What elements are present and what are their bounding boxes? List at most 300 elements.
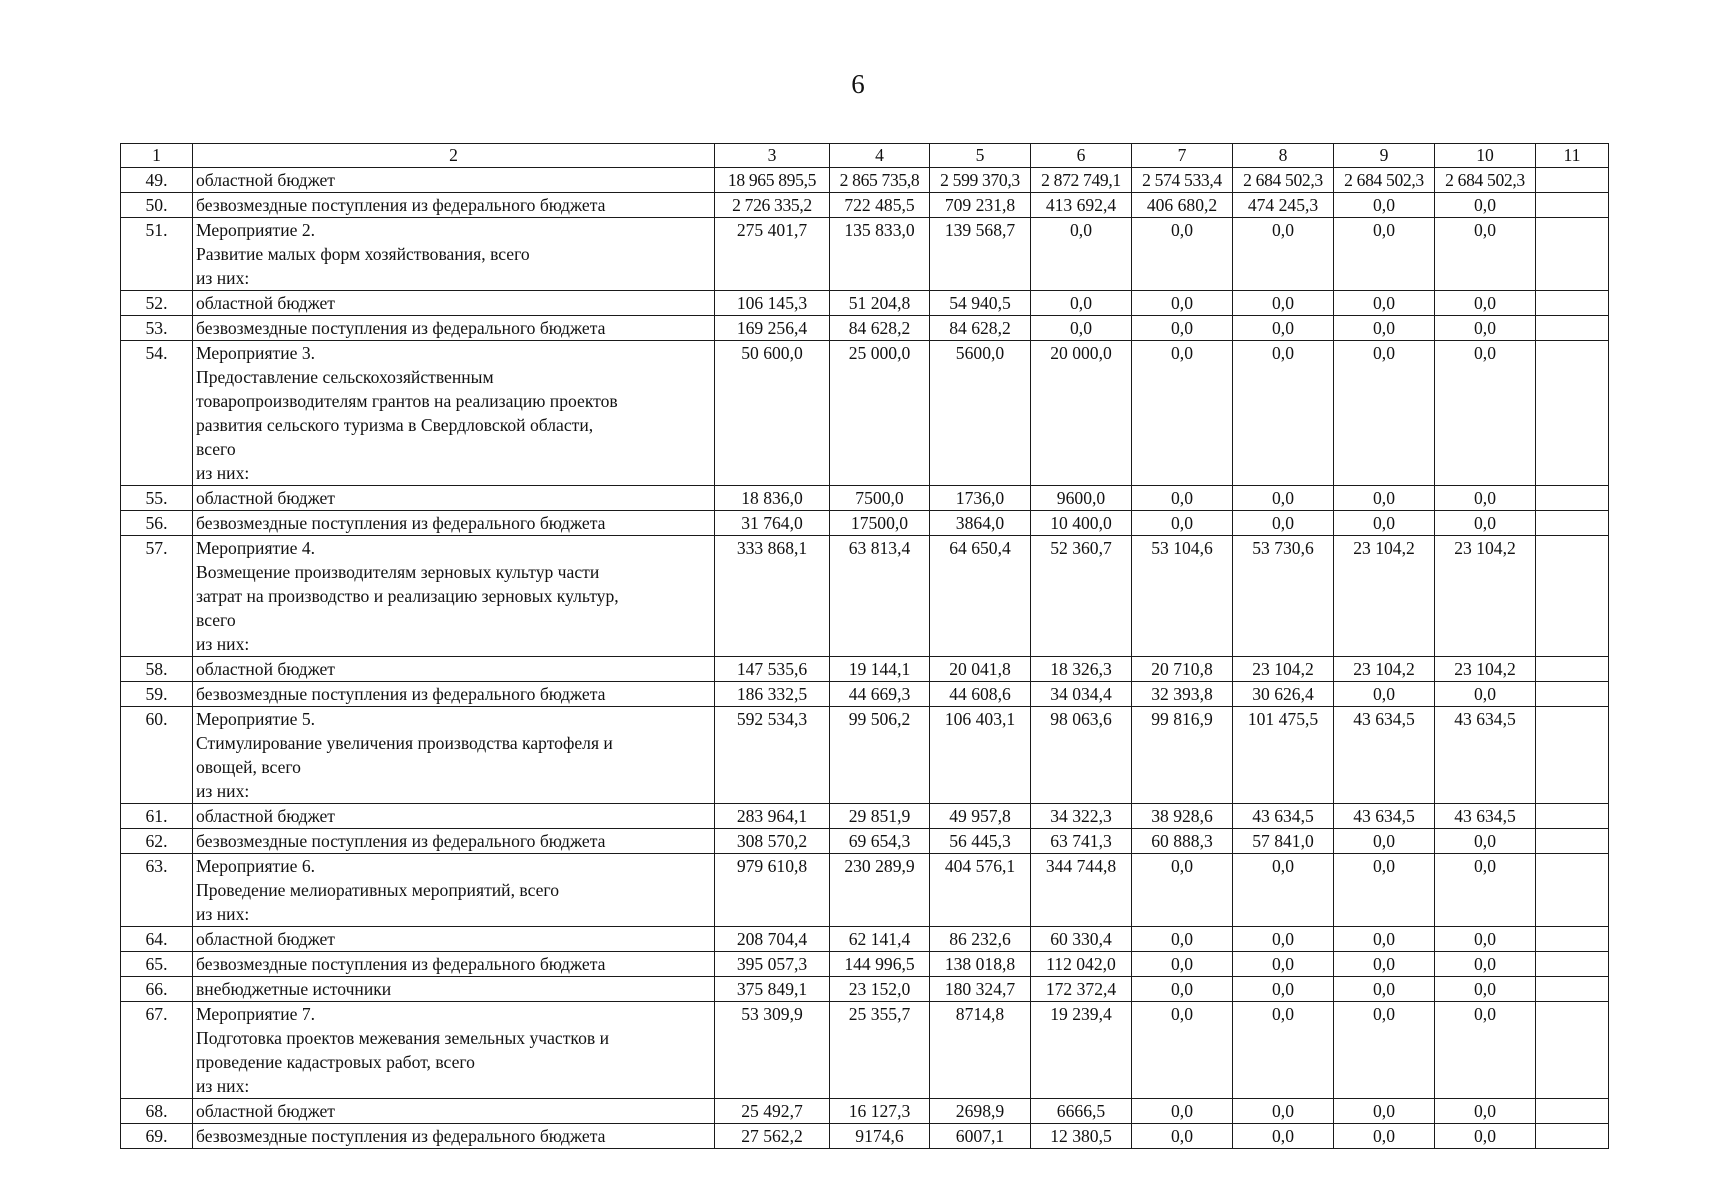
value-cell: 0,0 [1233, 1002, 1334, 1099]
column-header: 3 [715, 144, 830, 168]
value-cell: 20 041,8 [930, 657, 1031, 682]
value-cell: 0,0 [1132, 341, 1233, 486]
value-cell [1536, 927, 1609, 952]
value-cell: 20 710,8 [1132, 657, 1233, 682]
value-cell: 5600,0 [930, 341, 1031, 486]
value-cell: 106 145,3 [715, 291, 830, 316]
value-cell: 186 332,5 [715, 682, 830, 707]
row-label-line: областной бюджет [196, 929, 335, 949]
row-label [193, 218, 715, 291]
value-cell: 20 000,0 [1031, 341, 1132, 486]
value-cell: 0,0 [1334, 952, 1435, 977]
value-cell: 0,0 [1435, 854, 1536, 927]
value-cell: 2 865 735,8 [830, 168, 930, 193]
row-number: 52. [121, 291, 193, 316]
value-cell: 709 231,8 [930, 193, 1031, 218]
table-row [121, 829, 1609, 854]
table-row [121, 707, 1609, 804]
table-row [121, 193, 1609, 218]
value-cell: 0,0 [1334, 341, 1435, 486]
row-label [193, 829, 715, 854]
value-cell: 2 684 502,3 [1435, 168, 1536, 193]
value-cell: 0,0 [1233, 927, 1334, 952]
value-cell: 43 634,5 [1435, 707, 1536, 804]
row-label-line: всего [196, 439, 236, 459]
value-cell: 43 634,5 [1334, 804, 1435, 829]
value-cell [1536, 977, 1609, 1002]
value-cell: 57 841,0 [1233, 829, 1334, 854]
value-cell [1536, 218, 1609, 291]
value-cell: 0,0 [1334, 854, 1435, 927]
budget-table [120, 143, 1609, 1149]
value-cell: 0,0 [1233, 511, 1334, 536]
value-cell: 0,0 [1132, 1002, 1233, 1099]
value-cell [1536, 341, 1609, 486]
row-label-line: Возмещение производителям зерновых культур части [196, 562, 600, 582]
value-cell: 0,0 [1435, 927, 1536, 952]
value-cell: 0,0 [1132, 218, 1233, 291]
row-label-line: Развитие малых форм хозяйствования, всего [196, 244, 530, 264]
value-cell: 2 599 370,3 [930, 168, 1031, 193]
row-number: 59. [121, 682, 193, 707]
row-label-line: Мероприятие 6. [196, 856, 316, 876]
value-cell: 395 057,3 [715, 952, 830, 977]
row-label [193, 291, 715, 316]
value-cell: 0,0 [1334, 218, 1435, 291]
row-label-line: Мероприятие 2. [196, 220, 316, 240]
value-cell: 0,0 [1031, 291, 1132, 316]
row-label-line: всего [196, 610, 236, 630]
row-label [193, 927, 715, 952]
row-label [193, 1002, 715, 1099]
row-label-line: затрат на производство и реализацию зерновых культур, [196, 586, 619, 606]
row-label-line: областной бюджет [196, 170, 335, 190]
row-label-line: безвозмездные поступления из федерального бюджета [196, 831, 606, 851]
row-label-line: развития сельского туризма в Свердловской области, [196, 415, 594, 435]
table-row [121, 927, 1609, 952]
value-cell: 0,0 [1233, 952, 1334, 977]
value-cell: 23 152,0 [830, 977, 930, 1002]
value-cell [1536, 657, 1609, 682]
value-cell: 23 104,2 [1334, 536, 1435, 657]
value-cell: 17500,0 [830, 511, 930, 536]
table-row [121, 804, 1609, 829]
value-cell: 308 570,2 [715, 829, 830, 854]
table-row [121, 291, 1609, 316]
value-cell: 139 568,7 [930, 218, 1031, 291]
row-label [193, 511, 715, 536]
value-cell: 63 813,4 [830, 536, 930, 657]
value-cell: 0,0 [1334, 1124, 1435, 1149]
value-cell: 404 576,1 [930, 854, 1031, 927]
value-cell: 0,0 [1132, 1124, 1233, 1149]
value-cell: 60 888,3 [1132, 829, 1233, 854]
value-cell: 31 764,0 [715, 511, 830, 536]
value-cell: 0,0 [1132, 316, 1233, 341]
row-label-line: Мероприятие 3. [196, 343, 316, 363]
value-cell: 19 239,4 [1031, 1002, 1132, 1099]
value-cell: 0,0 [1435, 1099, 1536, 1124]
row-number: 66. [121, 977, 193, 1002]
row-number: 57. [121, 536, 193, 657]
column-header: 7 [1132, 144, 1233, 168]
value-cell: 138 018,8 [930, 952, 1031, 977]
value-cell: 1736,0 [930, 486, 1031, 511]
row-label-line: товаропроизводителям грантов на реализацию проектов [196, 391, 618, 411]
value-cell: 0,0 [1334, 316, 1435, 341]
value-cell: 23 104,2 [1334, 657, 1435, 682]
value-cell: 53 730,6 [1233, 536, 1334, 657]
value-cell: 106 403,1 [930, 707, 1031, 804]
value-cell [1536, 854, 1609, 927]
value-cell: 64 650,4 [930, 536, 1031, 657]
row-label [193, 977, 715, 1002]
value-cell [1536, 1124, 1609, 1149]
value-cell: 25 000,0 [830, 341, 930, 486]
row-label-line: из них: [196, 904, 250, 924]
column-header: 2 [193, 144, 715, 168]
value-cell [1536, 168, 1609, 193]
value-cell: 0,0 [1233, 486, 1334, 511]
value-cell: 0,0 [1435, 977, 1536, 1002]
column-header: 8 [1233, 144, 1334, 168]
column-header: 6 [1031, 144, 1132, 168]
row-number: 62. [121, 829, 193, 854]
value-cell [1536, 1002, 1609, 1099]
value-cell: 18 836,0 [715, 486, 830, 511]
value-cell: 18 326,3 [1031, 657, 1132, 682]
value-cell: 63 741,3 [1031, 829, 1132, 854]
table-row [121, 1002, 1609, 1099]
row-label-line: Мероприятие 4. [196, 538, 316, 558]
value-cell: 6007,1 [930, 1124, 1031, 1149]
value-cell: 0,0 [1334, 511, 1435, 536]
row-label [193, 1124, 715, 1149]
table-row [121, 977, 1609, 1002]
value-cell: 0,0 [1334, 682, 1435, 707]
row-label [193, 657, 715, 682]
row-number: 65. [121, 952, 193, 977]
row-label-line: овощей, всего [196, 757, 301, 777]
row-label [193, 341, 715, 486]
value-cell: 0,0 [1031, 218, 1132, 291]
row-label-line: внебюджетные источники [196, 979, 392, 999]
value-cell: 2 872 749,1 [1031, 168, 1132, 193]
table-row [121, 536, 1609, 657]
row-label-line: безвозмездные поступления из федерального бюджета [196, 195, 606, 215]
row-number: 55. [121, 486, 193, 511]
row-label [193, 168, 715, 193]
value-cell: 44 608,6 [930, 682, 1031, 707]
value-cell: 2 684 502,3 [1334, 168, 1435, 193]
row-label-line: безвозмездные поступления из федерального бюджета [196, 684, 606, 704]
row-number: 64. [121, 927, 193, 952]
row-label-line: Проведение мелиоративных мероприятий, всего [196, 880, 559, 900]
table-row [121, 1099, 1609, 1124]
row-label [193, 1099, 715, 1124]
value-cell [1536, 511, 1609, 536]
value-cell: 0,0 [1435, 316, 1536, 341]
value-cell: 27 562,2 [715, 1124, 830, 1149]
value-cell: 44 669,3 [830, 682, 930, 707]
value-cell [1536, 1099, 1609, 1124]
value-cell: 18 965 895,5 [715, 168, 830, 193]
table-row [121, 952, 1609, 977]
value-cell: 0,0 [1132, 927, 1233, 952]
value-cell: 230 289,9 [830, 854, 930, 927]
value-cell: 275 401,7 [715, 218, 830, 291]
page-number: 6 [851, 69, 865, 99]
value-cell: 34 034,4 [1031, 682, 1132, 707]
value-cell [1536, 952, 1609, 977]
value-cell: 0,0 [1435, 1002, 1536, 1099]
value-cell [1536, 829, 1609, 854]
value-cell: 0,0 [1334, 291, 1435, 316]
value-cell [1536, 707, 1609, 804]
row-label-line: из них: [196, 1076, 250, 1096]
value-cell: 0,0 [1132, 291, 1233, 316]
column-header: 4 [830, 144, 930, 168]
value-cell: 32 393,8 [1132, 682, 1233, 707]
row-label [193, 193, 715, 218]
value-cell: 54 940,5 [930, 291, 1031, 316]
value-cell: 30 626,4 [1233, 682, 1334, 707]
value-cell: 19 144,1 [830, 657, 930, 682]
value-cell: 52 360,7 [1031, 536, 1132, 657]
value-cell: 375 849,1 [715, 977, 830, 1002]
value-cell: 7500,0 [830, 486, 930, 511]
value-cell: 172 372,4 [1031, 977, 1132, 1002]
value-cell: 0,0 [1334, 486, 1435, 511]
value-cell: 0,0 [1334, 1002, 1435, 1099]
row-label-line: из них: [196, 634, 250, 654]
value-cell: 43 634,5 [1233, 804, 1334, 829]
value-cell: 0,0 [1435, 511, 1536, 536]
value-cell: 99 506,2 [830, 707, 930, 804]
value-cell: 2 684 502,3 [1233, 168, 1334, 193]
value-cell: 43 634,5 [1334, 707, 1435, 804]
row-label-line: безвозмездные поступления из федерального бюджета [196, 318, 606, 338]
row-number: 68. [121, 1099, 193, 1124]
value-cell: 69 654,3 [830, 829, 930, 854]
value-cell: 23 104,2 [1233, 657, 1334, 682]
value-cell: 0,0 [1132, 486, 1233, 511]
row-label-line: безвозмездные поступления из федерального бюджета [196, 513, 606, 533]
value-cell: 0,0 [1435, 829, 1536, 854]
row-number: 67. [121, 1002, 193, 1099]
value-cell: 62 141,4 [830, 927, 930, 952]
value-cell: 0,0 [1435, 291, 1536, 316]
value-cell: 0,0 [1435, 193, 1536, 218]
value-cell: 344 744,8 [1031, 854, 1132, 927]
value-cell: 25 355,7 [830, 1002, 930, 1099]
value-cell: 0,0 [1435, 682, 1536, 707]
table-row [121, 168, 1609, 193]
value-cell: 0,0 [1435, 952, 1536, 977]
value-cell [1536, 193, 1609, 218]
value-cell: 9600,0 [1031, 486, 1132, 511]
value-cell: 0,0 [1435, 341, 1536, 486]
table-row [121, 486, 1609, 511]
value-cell: 86 232,6 [930, 927, 1031, 952]
table-row [121, 854, 1609, 927]
row-label [193, 486, 715, 511]
row-number: 61. [121, 804, 193, 829]
value-cell: 2698,9 [930, 1099, 1031, 1124]
value-cell: 0,0 [1132, 952, 1233, 977]
row-label-line: Мероприятие 7. [196, 1004, 316, 1024]
value-cell: 56 445,3 [930, 829, 1031, 854]
value-cell: 53 104,6 [1132, 536, 1233, 657]
value-cell [1536, 486, 1609, 511]
row-label [193, 854, 715, 927]
row-label [193, 707, 715, 804]
value-cell: 2 574 533,4 [1132, 168, 1233, 193]
value-cell [1536, 804, 1609, 829]
value-cell: 474 245,3 [1233, 193, 1334, 218]
row-number: 51. [121, 218, 193, 291]
row-number: 56. [121, 511, 193, 536]
value-cell: 0,0 [1435, 486, 1536, 511]
row-label-line: Подготовка проектов межевания земельных участков и [196, 1028, 609, 1048]
value-cell: 43 634,5 [1435, 804, 1536, 829]
table-row [121, 1124, 1609, 1149]
value-cell: 51 204,8 [830, 291, 930, 316]
value-cell: 8714,8 [930, 1002, 1031, 1099]
value-cell: 16 127,3 [830, 1099, 930, 1124]
value-cell: 169 256,4 [715, 316, 830, 341]
table-row [121, 657, 1609, 682]
value-cell: 0,0 [1233, 291, 1334, 316]
table-header-row [121, 144, 1609, 168]
value-cell: 147 535,6 [715, 657, 830, 682]
value-cell: 25 492,7 [715, 1099, 830, 1124]
row-label-line: Стимулирование увеличения производства картофеля и [196, 733, 613, 753]
row-number: 50. [121, 193, 193, 218]
column-header: 1 [121, 144, 193, 168]
value-cell: 180 324,7 [930, 977, 1031, 1002]
value-cell: 0,0 [1233, 977, 1334, 1002]
value-cell: 49 957,8 [930, 804, 1031, 829]
row-label-line: из них: [196, 463, 250, 483]
row-label-line: областной бюджет [196, 1101, 335, 1121]
row-label [193, 536, 715, 657]
row-number: 53. [121, 316, 193, 341]
value-cell: 0,0 [1334, 193, 1435, 218]
row-label-line: безвозмездные поступления из федерального бюджета [196, 1126, 606, 1146]
row-number: 58. [121, 657, 193, 682]
value-cell: 0,0 [1334, 977, 1435, 1002]
value-cell: 0,0 [1031, 316, 1132, 341]
value-cell: 0,0 [1334, 829, 1435, 854]
row-label-line: Мероприятие 5. [196, 709, 316, 729]
row-label-line: областной бюджет [196, 293, 335, 313]
value-cell: 3864,0 [930, 511, 1031, 536]
value-cell: 0,0 [1233, 1099, 1334, 1124]
value-cell: 9174,6 [830, 1124, 930, 1149]
value-cell: 0,0 [1233, 218, 1334, 291]
value-cell [1536, 316, 1609, 341]
value-cell: 0,0 [1132, 977, 1233, 1002]
value-cell: 135 833,0 [830, 218, 930, 291]
value-cell: 0,0 [1233, 341, 1334, 486]
value-cell: 2 726 335,2 [715, 193, 830, 218]
column-header: 9 [1334, 144, 1435, 168]
value-cell: 0,0 [1233, 316, 1334, 341]
value-cell: 0,0 [1435, 1124, 1536, 1149]
value-cell: 0,0 [1435, 218, 1536, 291]
value-cell [1536, 536, 1609, 657]
value-cell: 112 042,0 [1031, 952, 1132, 977]
column-header: 10 [1435, 144, 1536, 168]
table-row [121, 341, 1609, 486]
column-header: 5 [930, 144, 1031, 168]
value-cell: 144 996,5 [830, 952, 930, 977]
value-cell: 592 534,3 [715, 707, 830, 804]
value-cell: 53 309,9 [715, 1002, 830, 1099]
value-cell: 0,0 [1132, 854, 1233, 927]
value-cell: 208 704,4 [715, 927, 830, 952]
value-cell: 34 322,3 [1031, 804, 1132, 829]
value-cell: 10 400,0 [1031, 511, 1132, 536]
value-cell: 0,0 [1233, 854, 1334, 927]
value-cell: 60 330,4 [1031, 927, 1132, 952]
column-header: 11 [1536, 144, 1609, 168]
value-cell: 50 600,0 [715, 341, 830, 486]
value-cell: 23 104,2 [1435, 536, 1536, 657]
row-label [193, 682, 715, 707]
row-number: 54. [121, 341, 193, 486]
table-row [121, 218, 1609, 291]
table-row [121, 511, 1609, 536]
table-row [121, 682, 1609, 707]
value-cell: 0,0 [1334, 1099, 1435, 1124]
value-cell [1536, 291, 1609, 316]
row-label [193, 316, 715, 341]
row-number: 60. [121, 707, 193, 804]
value-cell: 979 610,8 [715, 854, 830, 927]
value-cell [1536, 682, 1609, 707]
value-cell: 98 063,6 [1031, 707, 1132, 804]
value-cell: 84 628,2 [930, 316, 1031, 341]
value-cell: 722 485,5 [830, 193, 930, 218]
value-cell: 99 816,9 [1132, 707, 1233, 804]
row-label-line: областной бюджет [196, 659, 335, 679]
row-label [193, 952, 715, 977]
table-body [121, 168, 1609, 1149]
row-label-line: Предоставление сельскохозяйственным [196, 367, 494, 387]
row-number: 63. [121, 854, 193, 927]
row-label-line: областной бюджет [196, 806, 335, 826]
row-label-line: областной бюджет [196, 488, 335, 508]
value-cell: 38 928,6 [1132, 804, 1233, 829]
value-cell: 0,0 [1132, 511, 1233, 536]
value-cell: 413 692,4 [1031, 193, 1132, 218]
row-label-line: проведение кадастровых работ, всего [196, 1052, 475, 1072]
row-label-line: из них: [196, 268, 250, 288]
value-cell: 0,0 [1132, 1099, 1233, 1124]
value-cell: 283 964,1 [715, 804, 830, 829]
value-cell: 0,0 [1334, 927, 1435, 952]
value-cell: 6666,5 [1031, 1099, 1132, 1124]
value-cell: 406 680,2 [1132, 193, 1233, 218]
row-label-line: безвозмездные поступления из федерального бюджета [196, 954, 606, 974]
value-cell: 23 104,2 [1435, 657, 1536, 682]
value-cell: 101 475,5 [1233, 707, 1334, 804]
table-row [121, 316, 1609, 341]
row-label-line: из них: [196, 781, 250, 801]
value-cell: 84 628,2 [830, 316, 930, 341]
